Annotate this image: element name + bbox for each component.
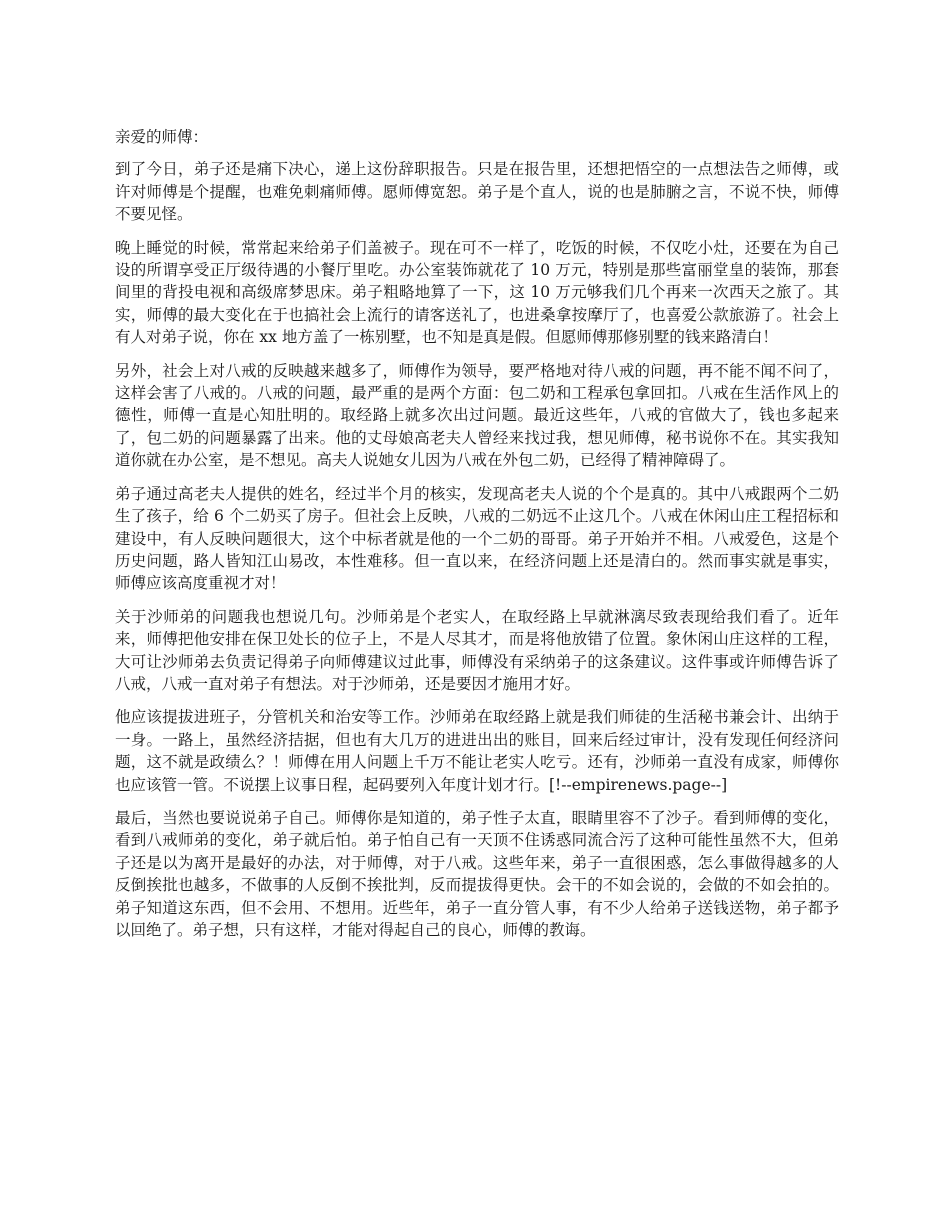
paragraph-1: 到了今日，弟子还是痛下决心，递上这份辞职报告。只是在报告里，还想把悟空的一点想法告之师傅，或许对师傅是个提醒，也难免刺痛师傅。愿师傅宽恕。弟子是个直人，说的也是肺腑之言，不说不快，师傅不要见怪。	[115, 160, 839, 224]
paragraph-3: 另外，社会上对八戒的反映越来越多了，师傅作为领导，要严格地对待八戒的问题，再不能不闻不问了，这样会害了八戒的。八戒的问题，最严重的是两个方面：包二奶和工程承包拿回扣。八戒在生活作风上的德性，师傅一直是心知肚明的。取经路上就多次出过问题。最近这些年，八戒的官做大了，钱也多起来了，包二奶的问题暴露了出来。他的丈母娘高老夫人曾经来找过我，想见师傅，秘书说你不在。其实我知道你就在办公室，是不想见。高夫人说她女儿因为八戒在外包二奶，已经得了精神障碍了。	[115, 361, 839, 470]
paragraph-7: 最后，当然也要说说弟子自己。师傅你是知道的，弟子性子太直，眼睛里容不了沙子。看到师傅的变化，看到八戒师弟的变化，弟子就后怕。弟子怕自己有一天顶不住诱惑同流合污了这种可能性虽然不大，但弟子还是以为离开是最好的办法，对于师傅，对于八戒。这些年来，弟子一直很困惑，怎么事做得越多的人反倒挨批也越多，不做事的人反倒不挨批判，反而提拔得更快。会干的不如会说的，会做的不如会拍的。弟子知道这东西，但不会用、不想用。近些年，弟子一直分管人事，有不少人给弟子送钱送物，弟子都予以回绝了。弟子想，只有这样，才能对得起自己的良心，师傅的教诲。	[115, 808, 839, 939]
paragraph-4: 弟子通过高老夫人提供的姓名，经过半个月的核实，发现高老夫人说的个个是真的。其中八戒跟两个二奶生了孩子，给 6 个二奶买了房子。但社会上反映，八戒的二奶远不止这几个。八戒在休闲山庄工程招标和建设中，有人反映问题很大，这个中标者就是他的一个二奶的哥哥。弟子开始并不相。八戒爱色，这是个历史问题，路人皆知江山易改，本性难移。但一直以来，在经济问题上还是清白的。然而事实就是事实，师傅应该高度重视才对！	[115, 484, 839, 593]
letter-greeting: 亲爱的师傅：	[115, 128, 209, 146]
paragraph-6: 他应该提拔进班子，分管机关和治安等工作。沙师弟在取经路上就是我们师徒的生活秘书兼会计、出纳于一身。一路上，虽然经济拮据，但也有大几万的进进出出的账目，回来后经过审计，没有发现任何经济问题，这不就是政绩么？！师傅在用人问题上千万不能让老实人吃亏。还有，沙师弟一直没有成家，师傅你也应该管一管。不说摆上议事日程，起码要列入年度计划才行。[!--empirenews.page--]	[115, 708, 839, 794]
letter-body	[115, 126, 839, 952]
paragraph-2: 晚上睡觉的时候，常常起来给弟子们盖被子。现在可不一样了，吃饭的时候，不仅吃小灶，还要在为自己设的所谓享受正厅级待遇的小餐厅里吃。办公室装饰就花了 10 万元，特别是那些富丽堂皇的装饰，那套间里的背投电视和高级席梦思床。弟子粗略地算了一下，这 10 万元够我们几个再来一次西天之旅了。其实，师傅的最大变化在于也搞社会上流行的请客送礼了，也进桑拿按摩厅了，也喜爱公款旅游了。社会上有人对弟子说，你在 xx 地方盖了一栋别墅，也不知是真是假。但愿师傅那修别墅的钱来路清白！	[115, 238, 839, 347]
paragraph-5: 关于沙师弟的问题我也想说几句。沙师弟是个老实人，在取经路上早就淋漓尽致表现给我们看了。近年来，师傅把他安排在保卫处长的位子上，不是人尽其才，而是将他放错了位置。象休闲山庄这样的工程，大可让沙师弟去负责记得弟子向师傅建议过此事，师傅没有采纳弟子的这条建议。这件事或许师傅告诉了八戒，八戒一直对弟子有想法。对于沙师弟，还是要因才施用才好。	[115, 607, 839, 693]
